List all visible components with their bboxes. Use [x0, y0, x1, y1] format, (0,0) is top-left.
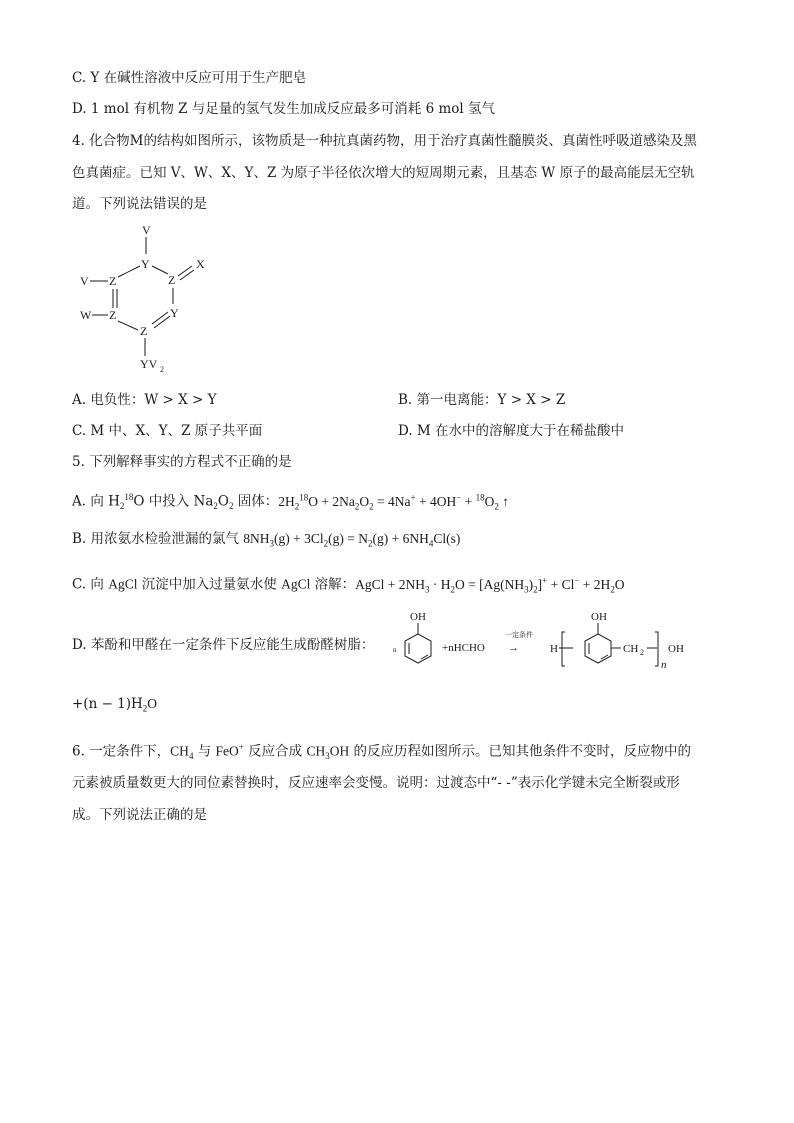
resin-n: n [661, 659, 667, 670]
question-6-line-3: 成。下列说法正确的是 [72, 807, 207, 823]
option-d-q4: D. M 在水中的溶解度大于在稀盐酸中 [398, 423, 625, 439]
option-d-q5-tail: $+(n - 1)H_2O$ [72, 696, 158, 714]
atom-v-left: V [80, 274, 89, 288]
resin-oh-end: OH [668, 643, 684, 655]
subscript-2: 2 [160, 365, 164, 374]
atom-z-bottom: Z [140, 324, 148, 338]
atom-w: W [80, 308, 92, 322]
option-c-q3: C. Y 在碱性溶液中反应可用于生产肥皂 [72, 70, 307, 86]
molecule-m-structure [70, 222, 230, 382]
question-6-line-2: 元素被质量数更大的同位素替换时，反应速率会变慢。说明：过渡态中“- -”表示化学键未完全断裂或形 [72, 775, 680, 791]
question-4-line-2: 色真菌症。已知 V、W、X、Y、Z 为原子半径依次增大的短周期元素，且基态 W 原子的最高能层无空轨 [72, 165, 695, 181]
option-d-q3: D. 1 mol 有机物 Z 与足量的氢气发生加成反应最多可消耗 6 mol 氢气 [72, 101, 496, 117]
atom-y-right: Y [170, 306, 179, 320]
atom-x: X [196, 257, 205, 271]
resin-h-end: H [550, 643, 558, 655]
atom-v-top: V [142, 223, 151, 237]
option-a-q5: A. 向 $H_2^{18}O$ 中投入 $Na_2O_2$ 固体：$2H_2^{18}O + 2Na_2O_2 = 4Na^+ + 4OH^- + ^{18}O_2$ ↑ [72, 492, 510, 512]
option-c-q4: C. M 中、X、Y、Z 原子共平面 [72, 423, 263, 439]
condition-label: 一定条件 [505, 631, 533, 639]
arrow-glyph: → [508, 642, 519, 654]
option-a-q4: A. 电负性：W > X > Y [72, 392, 217, 408]
option-b-q4: B. 第一电离能：Y > X > Z [398, 392, 566, 408]
question-4-line-3: 道。下列说法错误的是 [72, 196, 207, 212]
atom-y-top: Y [141, 257, 150, 271]
phenol-oh-label: OH [410, 611, 426, 623]
phenol-formaldehyde-equation [385, 608, 705, 670]
atom-z-right: Z [168, 273, 176, 287]
question-6-line-1: 6. 一定条件下，$CH_4$ 与 FeO+ 反应合成 $CH_3OH$ 的反应历程如图所示。已知其他条件不变时，反应物中的 [72, 742, 692, 762]
phenol-n-coeff: n [393, 646, 397, 654]
question-4-line-1: 4. 化合物M的结构如图所示，该物质是一种抗真菌药物，用于治疗真菌性髓膜炎、真菌性呼吸道感染及黑 [72, 133, 697, 149]
atom-z-left-top: Z [109, 274, 117, 288]
svg-text:2: 2 [640, 648, 644, 657]
hcho-term: +nHCHO [442, 642, 485, 654]
option-c-q5: C. 向 AgCl 沉淀中加入过量氨水使 AgCl 溶解：AgCl + $2NH_3 \cdot H_2O = [Ag(NH_3)_2]^+ + Cl^- + 2H_2O$ [72, 575, 625, 595]
option-b-q5: B. 用浓氨水检验泄漏的氯气 $8NH_3(g) + 3Cl_2(g) = N_2(g) + 6NH_4Cl(s)$ [72, 531, 461, 549]
resin-ch2: CH [623, 643, 639, 655]
question-5-stem: 5. 下列解释事实的方程式不正确的是 [72, 454, 292, 470]
option-d-q5: D. 苯酚和甲醛在一定条件下反应能生成酚醛树脂： [72, 637, 375, 653]
atom-z-left-bottom: Z [109, 308, 117, 322]
resin-oh-label: OH [591, 611, 607, 623]
group-yv2: YV [140, 357, 158, 371]
